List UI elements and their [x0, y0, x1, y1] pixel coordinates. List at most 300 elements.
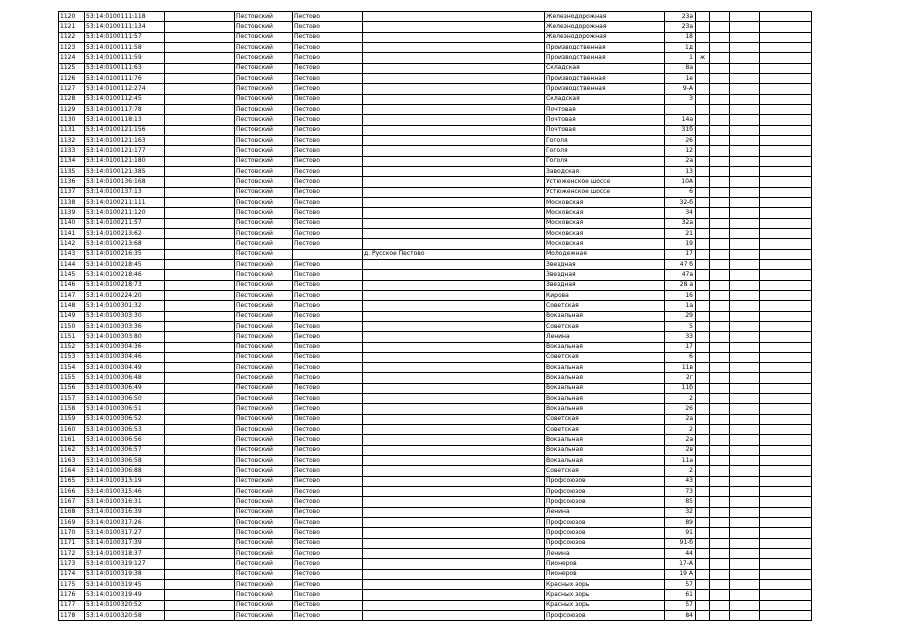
- blank-col-b-cell: [710, 590, 730, 600]
- row-number-cell: 1166: [59, 487, 85, 497]
- table-row: [59, 600, 812, 610]
- table-row: [59, 228, 812, 238]
- blank-col-c-cell: [730, 487, 760, 497]
- cadastral-number-cell: 53:14:0100304:36: [85, 342, 165, 352]
- blank-col-a-cell: [165, 445, 235, 455]
- row-number-cell: 1168: [59, 507, 85, 517]
- table-row: [59, 456, 812, 466]
- street-cell: Звездная: [545, 280, 665, 290]
- extra-mark-cell: [696, 590, 710, 600]
- row-number-cell: 1155: [59, 373, 85, 383]
- blank-col-b-cell: [710, 53, 730, 63]
- blank-col-d-cell: [760, 135, 812, 145]
- row-number-cell: 1122: [59, 32, 85, 42]
- house-number-cell: 11а: [665, 456, 696, 466]
- blank-col-c-cell: [730, 332, 760, 342]
- locality-cell: [363, 166, 545, 176]
- blank-col-b-cell: [710, 352, 730, 362]
- district-cell: Пестовский: [235, 580, 293, 590]
- district-cell: Пестовский: [235, 394, 293, 404]
- locality-cell: [363, 549, 545, 559]
- district-cell: Пестовский: [235, 332, 293, 342]
- row-number-cell: 1136: [59, 177, 85, 187]
- blank-col-b-cell: [710, 404, 730, 414]
- extra-mark-cell: [696, 373, 710, 383]
- row-number-cell: 1156: [59, 383, 85, 393]
- blank-col-a-cell: [165, 42, 235, 52]
- locality-cell: [363, 280, 545, 290]
- extra-mark-cell: [696, 332, 710, 342]
- locality-cell: [363, 404, 545, 414]
- blank-col-c-cell: [730, 187, 760, 197]
- house-number-cell: 26: [665, 404, 696, 414]
- row-number-cell: 1123: [59, 42, 85, 52]
- blank-col-d-cell: [760, 32, 812, 42]
- cadastral-number-cell: 53:14:0100118:13: [85, 115, 165, 125]
- settlement-cell: Пестово: [293, 270, 363, 280]
- extra-mark-cell: [696, 187, 710, 197]
- street-cell: Производственная: [545, 84, 665, 94]
- extra-mark-cell: [696, 22, 710, 32]
- cadastral-number-cell: 53:14:0100306:88: [85, 466, 165, 476]
- extra-mark-cell: [696, 445, 710, 455]
- locality-cell: [363, 476, 545, 486]
- blank-col-d-cell: [760, 22, 812, 32]
- extra-mark-cell: [696, 352, 710, 362]
- blank-col-d-cell: [760, 435, 812, 445]
- blank-col-b-cell: [710, 249, 730, 259]
- cadastral-number-cell: 53:14:0100320:58: [85, 611, 165, 621]
- cadastral-number-cell: 53:14:0100313:19: [85, 476, 165, 486]
- district-cell: Пестовский: [235, 218, 293, 228]
- extra-mark-cell: [696, 497, 710, 507]
- blank-col-d-cell: [760, 456, 812, 466]
- row-number-cell: 1131: [59, 125, 85, 135]
- street-cell: Советская: [545, 414, 665, 424]
- extra-mark-cell: [696, 63, 710, 73]
- house-number-cell: 57: [665, 600, 696, 610]
- blank-col-d-cell: [760, 611, 812, 621]
- street-cell: Почтовая: [545, 104, 665, 114]
- street-cell: Советская: [545, 321, 665, 331]
- locality-cell: [363, 590, 545, 600]
- blank-col-c-cell: [730, 53, 760, 63]
- blank-col-d-cell: [760, 600, 812, 610]
- house-number-cell: 23а: [665, 22, 696, 32]
- house-number-cell: [665, 104, 696, 114]
- house-number-cell: 3: [665, 94, 696, 104]
- extra-mark-cell: [696, 311, 710, 321]
- locality-cell: [363, 425, 545, 435]
- cadastral-number-cell: 53:14:0100306:53: [85, 425, 165, 435]
- extra-mark-cell: [696, 301, 710, 311]
- table-row: [59, 518, 812, 528]
- locality-cell: [363, 600, 545, 610]
- blank-col-d-cell: [760, 208, 812, 218]
- locality-cell: [363, 321, 545, 331]
- house-number-cell: 73: [665, 487, 696, 497]
- blank-col-a-cell: [165, 125, 235, 135]
- house-number-cell: 17: [665, 342, 696, 352]
- street-cell: Советская: [545, 466, 665, 476]
- street-cell: Вокзальная: [545, 363, 665, 373]
- blank-col-b-cell: [710, 332, 730, 342]
- district-cell: Пестовский: [235, 280, 293, 290]
- row-number-cell: 1162: [59, 445, 85, 455]
- locality-cell: [363, 239, 545, 249]
- settlement-cell: Пестово: [293, 32, 363, 42]
- street-cell: Профсоюзов: [545, 487, 665, 497]
- district-cell: Пестовский: [235, 290, 293, 300]
- blank-col-b-cell: [710, 342, 730, 352]
- row-number-cell: 1125: [59, 63, 85, 73]
- cadastral-number-cell: 53:14:0100304:49: [85, 363, 165, 373]
- settlement-cell: Пестово: [293, 476, 363, 486]
- locality-cell: [363, 259, 545, 269]
- street-cell: Красных зорь: [545, 600, 665, 610]
- blank-col-b-cell: [710, 63, 730, 73]
- row-number-cell: 1148: [59, 301, 85, 311]
- extra-mark-cell: [696, 507, 710, 517]
- blank-col-d-cell: [760, 507, 812, 517]
- settlement-cell: Пестово: [293, 228, 363, 238]
- cadastral-number-cell: 53:14:0100213:68: [85, 239, 165, 249]
- extra-mark-cell: [696, 249, 710, 259]
- locality-cell: [363, 507, 545, 517]
- row-number-cell: 1137: [59, 187, 85, 197]
- extra-mark-cell: ж: [696, 53, 710, 63]
- row-number-cell: 1138: [59, 197, 85, 207]
- blank-col-d-cell: [760, 590, 812, 600]
- locality-cell: [363, 125, 545, 135]
- house-number-cell: 47а: [665, 270, 696, 280]
- blank-col-d-cell: [760, 239, 812, 249]
- row-number-cell: 1144: [59, 259, 85, 269]
- locality-cell: [363, 208, 545, 218]
- street-cell: Вокзальная: [545, 456, 665, 466]
- cadastral-number-cell: 53:14:0100303:30: [85, 311, 165, 321]
- street-cell: Вокзальная: [545, 435, 665, 445]
- street-cell: Московская: [545, 228, 665, 238]
- blank-col-a-cell: [165, 518, 235, 528]
- street-cell: Звездная: [545, 270, 665, 280]
- blank-col-d-cell: [760, 301, 812, 311]
- blank-col-c-cell: [730, 115, 760, 125]
- blank-col-a-cell: [165, 528, 235, 538]
- table-row: [59, 321, 812, 331]
- district-cell: Пестовский: [235, 146, 293, 156]
- district-cell: Пестовский: [235, 239, 293, 249]
- locality-cell: [363, 146, 545, 156]
- table-row: [59, 73, 812, 83]
- district-cell: Пестовский: [235, 187, 293, 197]
- blank-col-c-cell: [730, 342, 760, 352]
- blank-col-b-cell: [710, 518, 730, 528]
- street-cell: Вокзальная: [545, 342, 665, 352]
- row-number-cell: 1167: [59, 497, 85, 507]
- blank-col-a-cell: [165, 259, 235, 269]
- extra-mark-cell: [696, 177, 710, 187]
- blank-col-c-cell: [730, 84, 760, 94]
- house-number-cell: 13: [665, 166, 696, 176]
- settlement-cell: Пестово: [293, 445, 363, 455]
- blank-col-b-cell: [710, 445, 730, 455]
- district-cell: Пестовский: [235, 611, 293, 621]
- settlement-cell: Пестово: [293, 115, 363, 125]
- row-number-cell: 1129: [59, 104, 85, 114]
- blank-col-c-cell: [730, 228, 760, 238]
- blank-col-b-cell: [710, 497, 730, 507]
- street-cell: Вокзальная: [545, 383, 665, 393]
- extra-mark-cell: [696, 270, 710, 280]
- locality-cell: [363, 342, 545, 352]
- blank-col-d-cell: [760, 259, 812, 269]
- extra-mark-cell: [696, 146, 710, 156]
- blank-col-d-cell: [760, 104, 812, 114]
- house-number-cell: 11в: [665, 363, 696, 373]
- cadastral-number-cell: 53:14:0100306:48: [85, 373, 165, 383]
- table-row: [59, 290, 812, 300]
- blank-col-b-cell: [710, 611, 730, 621]
- district-cell: Пестовский: [235, 94, 293, 104]
- street-cell: Звездная: [545, 259, 665, 269]
- row-number-cell: 1146: [59, 280, 85, 290]
- district-cell: Пестовский: [235, 177, 293, 187]
- extra-mark-cell: [696, 404, 710, 414]
- settlement-cell: Пестово: [293, 425, 363, 435]
- blank-col-b-cell: [710, 507, 730, 517]
- blank-col-c-cell: [730, 301, 760, 311]
- blank-col-c-cell: [730, 125, 760, 135]
- blank-col-c-cell: [730, 249, 760, 259]
- locality-cell: [363, 352, 545, 362]
- settlement-cell: Пестово: [293, 259, 363, 269]
- blank-col-a-cell: [165, 404, 235, 414]
- blank-col-a-cell: [165, 383, 235, 393]
- settlement-cell: Пестово: [293, 352, 363, 362]
- cadastral-number-cell: 53:14:0100306:50: [85, 394, 165, 404]
- blank-col-b-cell: [710, 239, 730, 249]
- settlement-cell: Пестово: [293, 135, 363, 145]
- cadastral-number-cell: 53:14:0100112:45: [85, 94, 165, 104]
- blank-col-d-cell: [760, 228, 812, 238]
- cadastral-number-cell: 53:14:0100213:62: [85, 228, 165, 238]
- street-cell: Московская: [545, 208, 665, 218]
- house-number-cell: 1е: [665, 73, 696, 83]
- blank-col-c-cell: [730, 12, 760, 22]
- blank-col-d-cell: [760, 487, 812, 497]
- table-row: [59, 580, 812, 590]
- blank-col-a-cell: [165, 549, 235, 559]
- blank-col-b-cell: [710, 559, 730, 569]
- extra-mark-cell: [696, 104, 710, 114]
- blank-col-a-cell: [165, 580, 235, 590]
- street-cell: Советская: [545, 352, 665, 362]
- blank-col-b-cell: [710, 115, 730, 125]
- blank-col-a-cell: [165, 290, 235, 300]
- table-row: [59, 301, 812, 311]
- blank-col-a-cell: [165, 611, 235, 621]
- table-row: [59, 445, 812, 455]
- street-cell: Гоголя: [545, 146, 665, 156]
- extra-mark-cell: [696, 559, 710, 569]
- blank-col-b-cell: [710, 187, 730, 197]
- settlement-cell: Пестово: [293, 414, 363, 424]
- table-row: [59, 166, 812, 176]
- locality-cell: [363, 135, 545, 145]
- extra-mark-cell: [696, 363, 710, 373]
- street-cell: Вокзальная: [545, 404, 665, 414]
- settlement-cell: Пестово: [293, 301, 363, 311]
- table-row: [59, 435, 812, 445]
- blank-col-b-cell: [710, 280, 730, 290]
- blank-col-d-cell: [760, 476, 812, 486]
- house-number-cell: 33: [665, 332, 696, 342]
- blank-col-a-cell: [165, 311, 235, 321]
- cadastral-table: [58, 11, 812, 621]
- blank-col-d-cell: [760, 166, 812, 176]
- street-cell: Складская: [545, 94, 665, 104]
- blank-col-c-cell: [730, 104, 760, 114]
- blank-col-d-cell: [760, 84, 812, 94]
- extra-mark-cell: [696, 383, 710, 393]
- table-row: [59, 569, 812, 579]
- locality-cell: д. Русское Пестово: [363, 249, 545, 259]
- extra-mark-cell: [696, 125, 710, 135]
- blank-col-a-cell: [165, 373, 235, 383]
- table-row: [59, 280, 812, 290]
- blank-col-c-cell: [730, 63, 760, 73]
- table-row: [59, 404, 812, 414]
- blank-col-a-cell: [165, 280, 235, 290]
- blank-col-a-cell: [165, 53, 235, 63]
- house-number-cell: 1: [665, 53, 696, 63]
- house-number-cell: 32: [665, 507, 696, 517]
- house-number-cell: 18: [665, 32, 696, 42]
- blank-col-b-cell: [710, 425, 730, 435]
- blank-col-a-cell: [165, 156, 235, 166]
- district-cell: Пестовский: [235, 32, 293, 42]
- blank-col-b-cell: [710, 363, 730, 373]
- blank-col-a-cell: [165, 32, 235, 42]
- house-number-cell: 2а: [665, 414, 696, 424]
- house-number-cell: 44: [665, 549, 696, 559]
- house-number-cell: 1д: [665, 42, 696, 52]
- locality-cell: [363, 332, 545, 342]
- house-number-cell: 84: [665, 611, 696, 621]
- district-cell: Пестовский: [235, 197, 293, 207]
- cadastral-number-cell: 53:14:0100121:156: [85, 125, 165, 135]
- cadastral-number-cell: 53:14:0100317:27: [85, 528, 165, 538]
- blank-col-c-cell: [730, 22, 760, 32]
- cadastral-number-cell: 53:14:0100111:118: [85, 12, 165, 22]
- row-number-cell: 1120: [59, 12, 85, 22]
- blank-col-d-cell: [760, 270, 812, 280]
- blank-col-a-cell: [165, 342, 235, 352]
- house-number-cell: 23а: [665, 12, 696, 22]
- blank-col-b-cell: [710, 600, 730, 610]
- blank-col-c-cell: [730, 394, 760, 404]
- blank-col-a-cell: [165, 301, 235, 311]
- blank-col-b-cell: [710, 466, 730, 476]
- cadastral-number-cell: 53:14:0100111:63: [85, 63, 165, 73]
- table-row: [59, 559, 812, 569]
- blank-col-c-cell: [730, 218, 760, 228]
- district-cell: Пестовский: [235, 166, 293, 176]
- blank-col-b-cell: [710, 270, 730, 280]
- blank-col-a-cell: [165, 466, 235, 476]
- cadastral-number-cell: 53:14:0100303:80: [85, 332, 165, 342]
- house-number-cell: 14а: [665, 115, 696, 125]
- blank-col-d-cell: [760, 528, 812, 538]
- blank-col-d-cell: [760, 12, 812, 22]
- blank-col-d-cell: [760, 404, 812, 414]
- blank-col-c-cell: [730, 569, 760, 579]
- locality-cell: [363, 569, 545, 579]
- cadastral-number-cell: 53:14:0100306:52: [85, 414, 165, 424]
- cadastral-number-cell: 53:14:0100218:73: [85, 280, 165, 290]
- street-cell: Железнодорожная: [545, 22, 665, 32]
- row-number-cell: 1165: [59, 476, 85, 486]
- blank-col-c-cell: [730, 518, 760, 528]
- settlement-cell: Пестово: [293, 239, 363, 249]
- blank-col-b-cell: [710, 311, 730, 321]
- extra-mark-cell: [696, 115, 710, 125]
- locality-cell: [363, 611, 545, 621]
- settlement-cell: Пестово: [293, 518, 363, 528]
- table-row: [59, 259, 812, 269]
- blank-col-c-cell: [730, 456, 760, 466]
- blank-col-c-cell: [730, 404, 760, 414]
- extra-mark-cell: [696, 218, 710, 228]
- table-row: [59, 125, 812, 135]
- extra-mark-cell: [696, 239, 710, 249]
- blank-col-d-cell: [760, 115, 812, 125]
- district-cell: Пестовский: [235, 42, 293, 52]
- row-number-cell: 1149: [59, 311, 85, 321]
- extra-mark-cell: [696, 12, 710, 22]
- blank-col-c-cell: [730, 156, 760, 166]
- blank-col-a-cell: [165, 115, 235, 125]
- extra-mark-cell: [696, 280, 710, 290]
- street-cell: Красных зорь: [545, 590, 665, 600]
- blank-col-c-cell: [730, 497, 760, 507]
- street-cell: Вокзальная: [545, 445, 665, 455]
- row-number-cell: 1177: [59, 600, 85, 610]
- row-number-cell: 1159: [59, 414, 85, 424]
- row-number-cell: 1154: [59, 363, 85, 373]
- settlement-cell: Пестово: [293, 342, 363, 352]
- district-cell: Пестовский: [235, 125, 293, 135]
- cadastral-number-cell: 53:14:0100316:39: [85, 507, 165, 517]
- house-number-cell: 31б: [665, 125, 696, 135]
- table-row: [59, 352, 812, 362]
- district-cell: Пестовский: [235, 476, 293, 486]
- blank-col-a-cell: [165, 104, 235, 114]
- blank-col-a-cell: [165, 63, 235, 73]
- street-cell: Производственная: [545, 73, 665, 83]
- settlement-cell: Пестово: [293, 528, 363, 538]
- extra-mark-cell: [696, 600, 710, 610]
- row-number-cell: 1143: [59, 249, 85, 259]
- district-cell: Пестовский: [235, 228, 293, 238]
- blank-col-c-cell: [730, 549, 760, 559]
- blank-col-c-cell: [730, 208, 760, 218]
- locality-cell: [363, 94, 545, 104]
- row-number-cell: 1170: [59, 528, 85, 538]
- cadastral-number-cell: 53:14:0100211:57: [85, 218, 165, 228]
- street-cell: Железнодорожная: [545, 12, 665, 22]
